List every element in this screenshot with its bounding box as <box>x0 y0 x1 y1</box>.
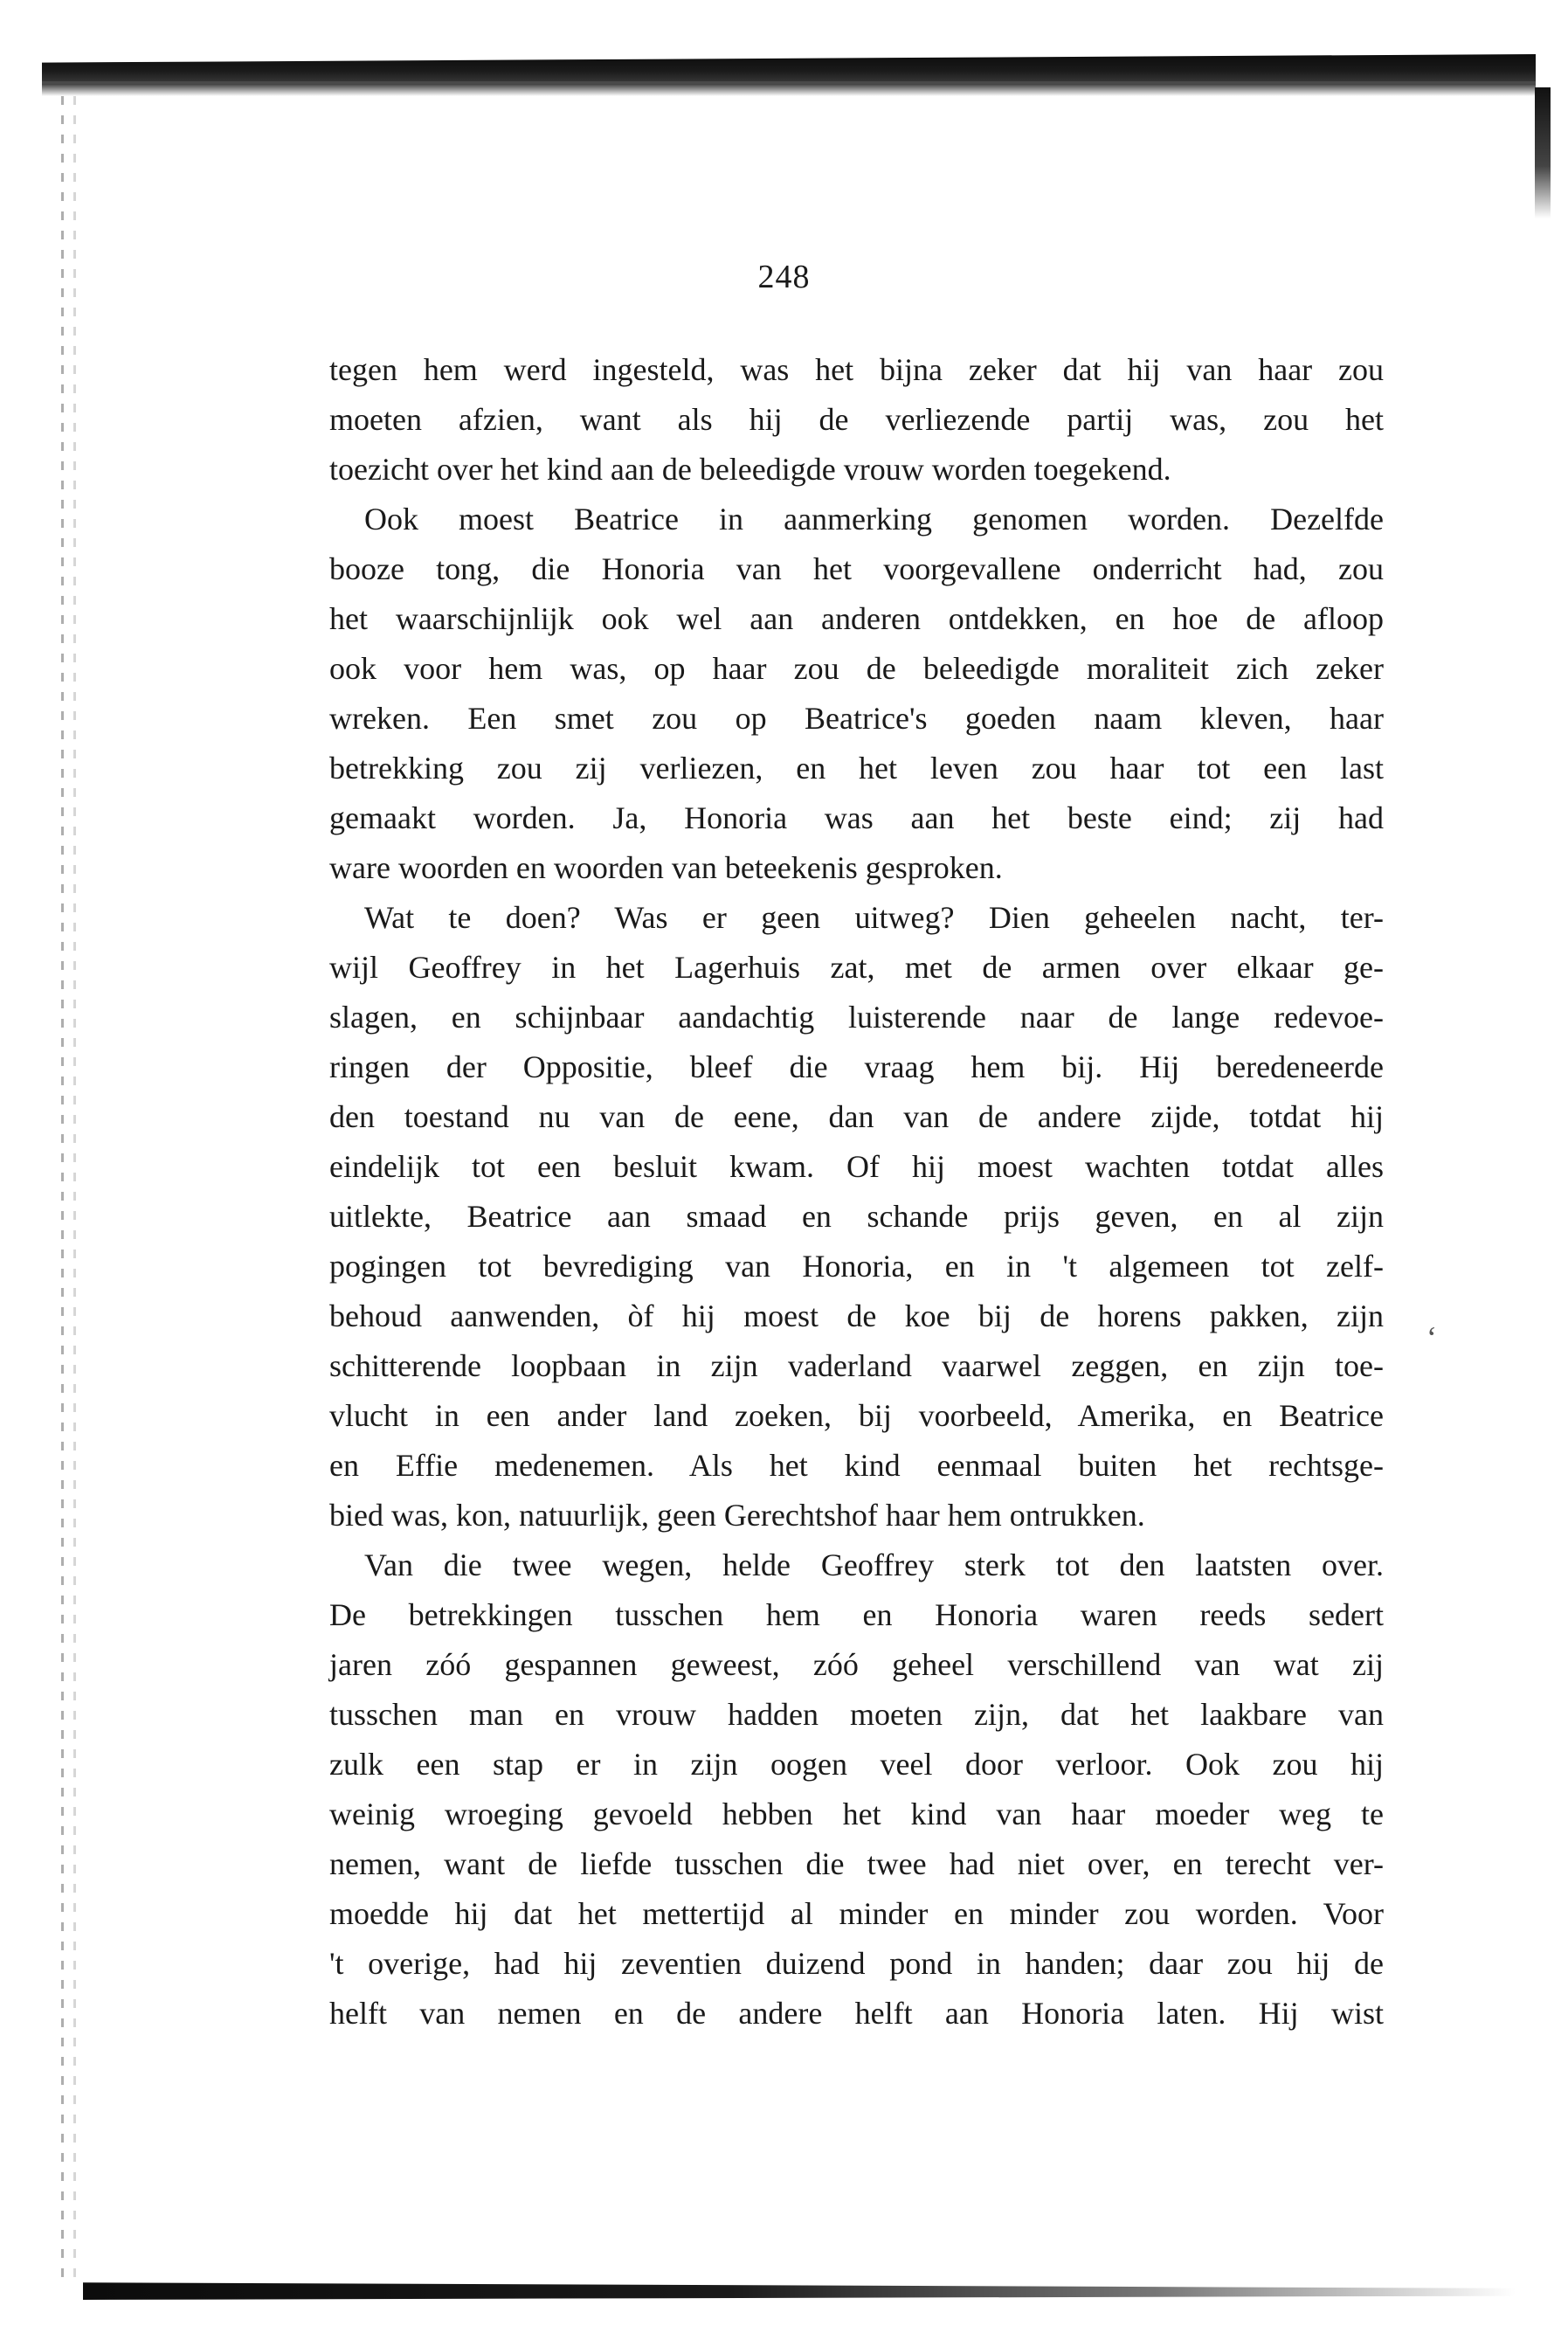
text-line: schitterende loopbaan in zijn vaderland vaarwel zeggen, en zijn toe- <box>329 1348 1384 1383</box>
text-line: ringen der Oppositie, bleef die vraag hem bij. Hij beredeneerde <box>329 1049 1384 1084</box>
page-number: 248 <box>757 259 811 295</box>
text-line: wreken. Een smet zou op Beatrice's goeden naam kleven, haar <box>329 701 1384 736</box>
text-line: tegen hem werd ingesteld, was het bijna zeker dat hij van haar zou <box>329 352 1384 387</box>
text-line: moeten afzien, want als hij de verliezende partij was, zou het <box>329 402 1384 437</box>
text-line: Ook moest Beatrice in aanmerking genomen worden. Dezelfde <box>364 502 1384 537</box>
text-line: ook voor hem was, op haar zou de beleedigde moraliteit zich zeker <box>329 651 1384 686</box>
text-line: helft van nemen en de andere helft aan Honoria laten. Hij wist <box>329 1996 1384 2031</box>
text-line: tusschen man en vrouw hadden moeten zijn, dat het laakbare van <box>329 1697 1384 1732</box>
scan-border-bottom <box>83 2281 1516 2300</box>
text-line: eindelijk tot een besluit kwam. Of hij moest wachten totdat alles <box>329 1149 1384 1184</box>
text-line: moedde hij dat het mettertijd al minder en minder zou worden. Voor <box>329 1896 1384 1931</box>
scan-border-top <box>42 54 1536 96</box>
scan-border-left <box>61 96 64 2281</box>
text-line: wijl Geoffrey in het Lagerhuis zat, met de armen over elkaar ge- <box>329 950 1384 985</box>
text-line: uitlekte, Beatrice aan smaad en schande prijs geven, en al zijn <box>329 1199 1384 1234</box>
text-line: slagen, en schijnbaar aandachtig luisterende naar de lange redevoe- <box>329 1000 1384 1035</box>
text-line: behoud aanwenden, òf hij moest de koe bij de horens pakken, zijn <box>329 1298 1384 1333</box>
text-line: bied was, kon, natuurlijk, geen Gerechtshof haar hem ontrukken. <box>329 1498 1145 1533</box>
text-line: het waarschijnlijk ook wel aan anderen ontdekken, en hoe de afloop <box>329 601 1384 636</box>
text-line: pogingen tot bevrediging van Honoria, en in 't algemeen tot zelf- <box>329 1249 1384 1284</box>
text-line: nemen, want de liefde tusschen die twee had niet over, en terecht ver- <box>329 1846 1384 1881</box>
text-line: en Effie medenemen. Als het kind eenmaal buiten het rechtsge- <box>329 1448 1384 1483</box>
margin-mark: ‘ <box>1426 1320 1437 1355</box>
text-line: den toestand nu van de eene, dan van de andere zijde, totdat hij <box>329 1099 1384 1134</box>
scan-border-left-inner <box>73 96 76 2281</box>
text-line: jaren zóó gespannen geweest, zóó geheel verschillend van wat zij <box>329 1647 1384 1682</box>
text-line: 't overige, had hij zeventien duizend pond in handen; daar zou hij de <box>329 1946 1384 1981</box>
text-line: vlucht in een ander land zoeken, bij voorbeeld, Amerika, en Beatrice <box>329 1398 1384 1433</box>
text-line: gemaakt worden. Ja, Honoria was aan het beste eind; zij had <box>329 800 1384 835</box>
page-body-text <box>329 345 1384 2039</box>
text-line: Van die twee wegen, helde Geoffrey sterk tot den laatsten over. <box>364 1547 1384 1582</box>
text-line: zulk een stap er in zijn oogen veel door verloor. Ook zou hij <box>329 1747 1384 1782</box>
text-line: weinig wroeging gevoeld hebben het kind van haar moeder weg te <box>329 1796 1384 1831</box>
text-line: Wat te doen? Was er geen uitweg? Dien geheelen nacht, ter- <box>364 900 1384 935</box>
text-line: ware woorden en woorden van beteekenis gesproken. <box>329 850 1003 885</box>
text-line: De betrekkingen tusschen hem en Honoria waren reeds sedert <box>329 1597 1384 1632</box>
text-line: betrekking zou zij verliezen, en het leven zou haar tot een last <box>329 751 1384 786</box>
scan-smudge-right <box>1535 87 1551 218</box>
text-line: booze tong, die Honoria van het voorgevallene onderricht had, zou <box>329 551 1384 586</box>
text-line: toezicht over het kind aan de beleedigde vrouw worden toegekend. <box>329 452 1171 487</box>
